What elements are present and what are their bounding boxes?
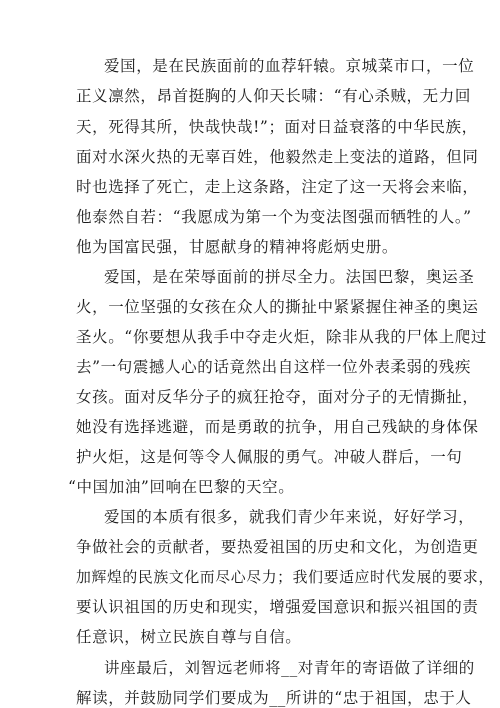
paragraph-2-line-3: 圣火。“你要想从我手中夺走火炬，除非从我的尸体上爬过 — [76, 328, 488, 346]
paragraph-3-line-2: 争做社会的贡献者，要热爱祖国的历史和文化，为创造更 — [76, 538, 479, 556]
paragraph-2-line-4: 去”一句震撼人心的话竟然出自这样一位外表柔弱的残疾 — [76, 358, 471, 376]
paragraph-3-line-5: 任意识，树立民族自尊与自信。 — [76, 628, 302, 646]
paragraph-3-line-4: 要认识祖国的历史和现实，增强爱国意识和振兴祖国的责 — [76, 598, 479, 616]
paragraph-1-line-4: 面对水深火热的无辜百姓，他毅然走上变法的道路，但同 — [76, 148, 479, 166]
paragraph-2-line-1: 爱国，是在荣辱面前的拼尽全力。法国巴黎，奥运圣 — [104, 268, 475, 286]
paragraph-4-line-1: 讲座最后，刘智远老师将__对青年的寄语做了详细的 — [104, 659, 475, 677]
paragraph-2-line-8: “中国加油”回响在巴黎的天空。 — [68, 478, 295, 496]
paragraph-1-line-7: 他为国富民强，甘愿献身的精神将彪炳史册。 — [76, 238, 399, 256]
paragraph-3-line-3: 加辉煌的民族文化而尽心尽力；我们要适应时代发展的要求， — [76, 568, 494, 586]
paragraph-1-line-3: 天，死得其所，快哉快哉!”；面对日益衰落的中华民族， — [76, 118, 478, 136]
paragraph-3-line-1: 爱国的本质有很多，就我们青少年来说，好好学习， — [104, 508, 475, 526]
paragraph-1-line-5: 时也选择了死亡，走上这条路，注定了这一天将会来临， — [76, 178, 479, 196]
paragraph-2-line-6: 她没有选择逃避，而是勇敢的抗争，用自己残缺的身体保 — [76, 418, 479, 436]
paragraph-4-line-2: 解读，并鼓励同学们要成为__所讲的“忠于祖国，忠于人 — [76, 689, 472, 707]
paragraph-2-line-7: 护火炬，这是何等令人佩服的勇气。冲破人群后，一句 — [76, 448, 463, 466]
paragraph-2-line-2: 火，一位坚强的女孩在众人的撕扯中紧紧握住神圣的奥运 — [76, 298, 479, 316]
paragraph-2-line-5: 女孩。面对反华分子的疯狂抢夺，面对分子的无情撕扯， — [76, 388, 479, 406]
paragraph-1-line-2: 正义凛然，昂首挺胸的人仰天长啸：“有心杀贼，无力回 — [76, 87, 471, 105]
paragraph-1-line-1: 爱国，是在民族面前的血荐轩辕。京城菜市口，一位 — [104, 57, 475, 75]
paragraph-1-line-6: 他泰然自若：“我愿成为第一个为变法图强而牺牲的人。” — [76, 208, 472, 226]
